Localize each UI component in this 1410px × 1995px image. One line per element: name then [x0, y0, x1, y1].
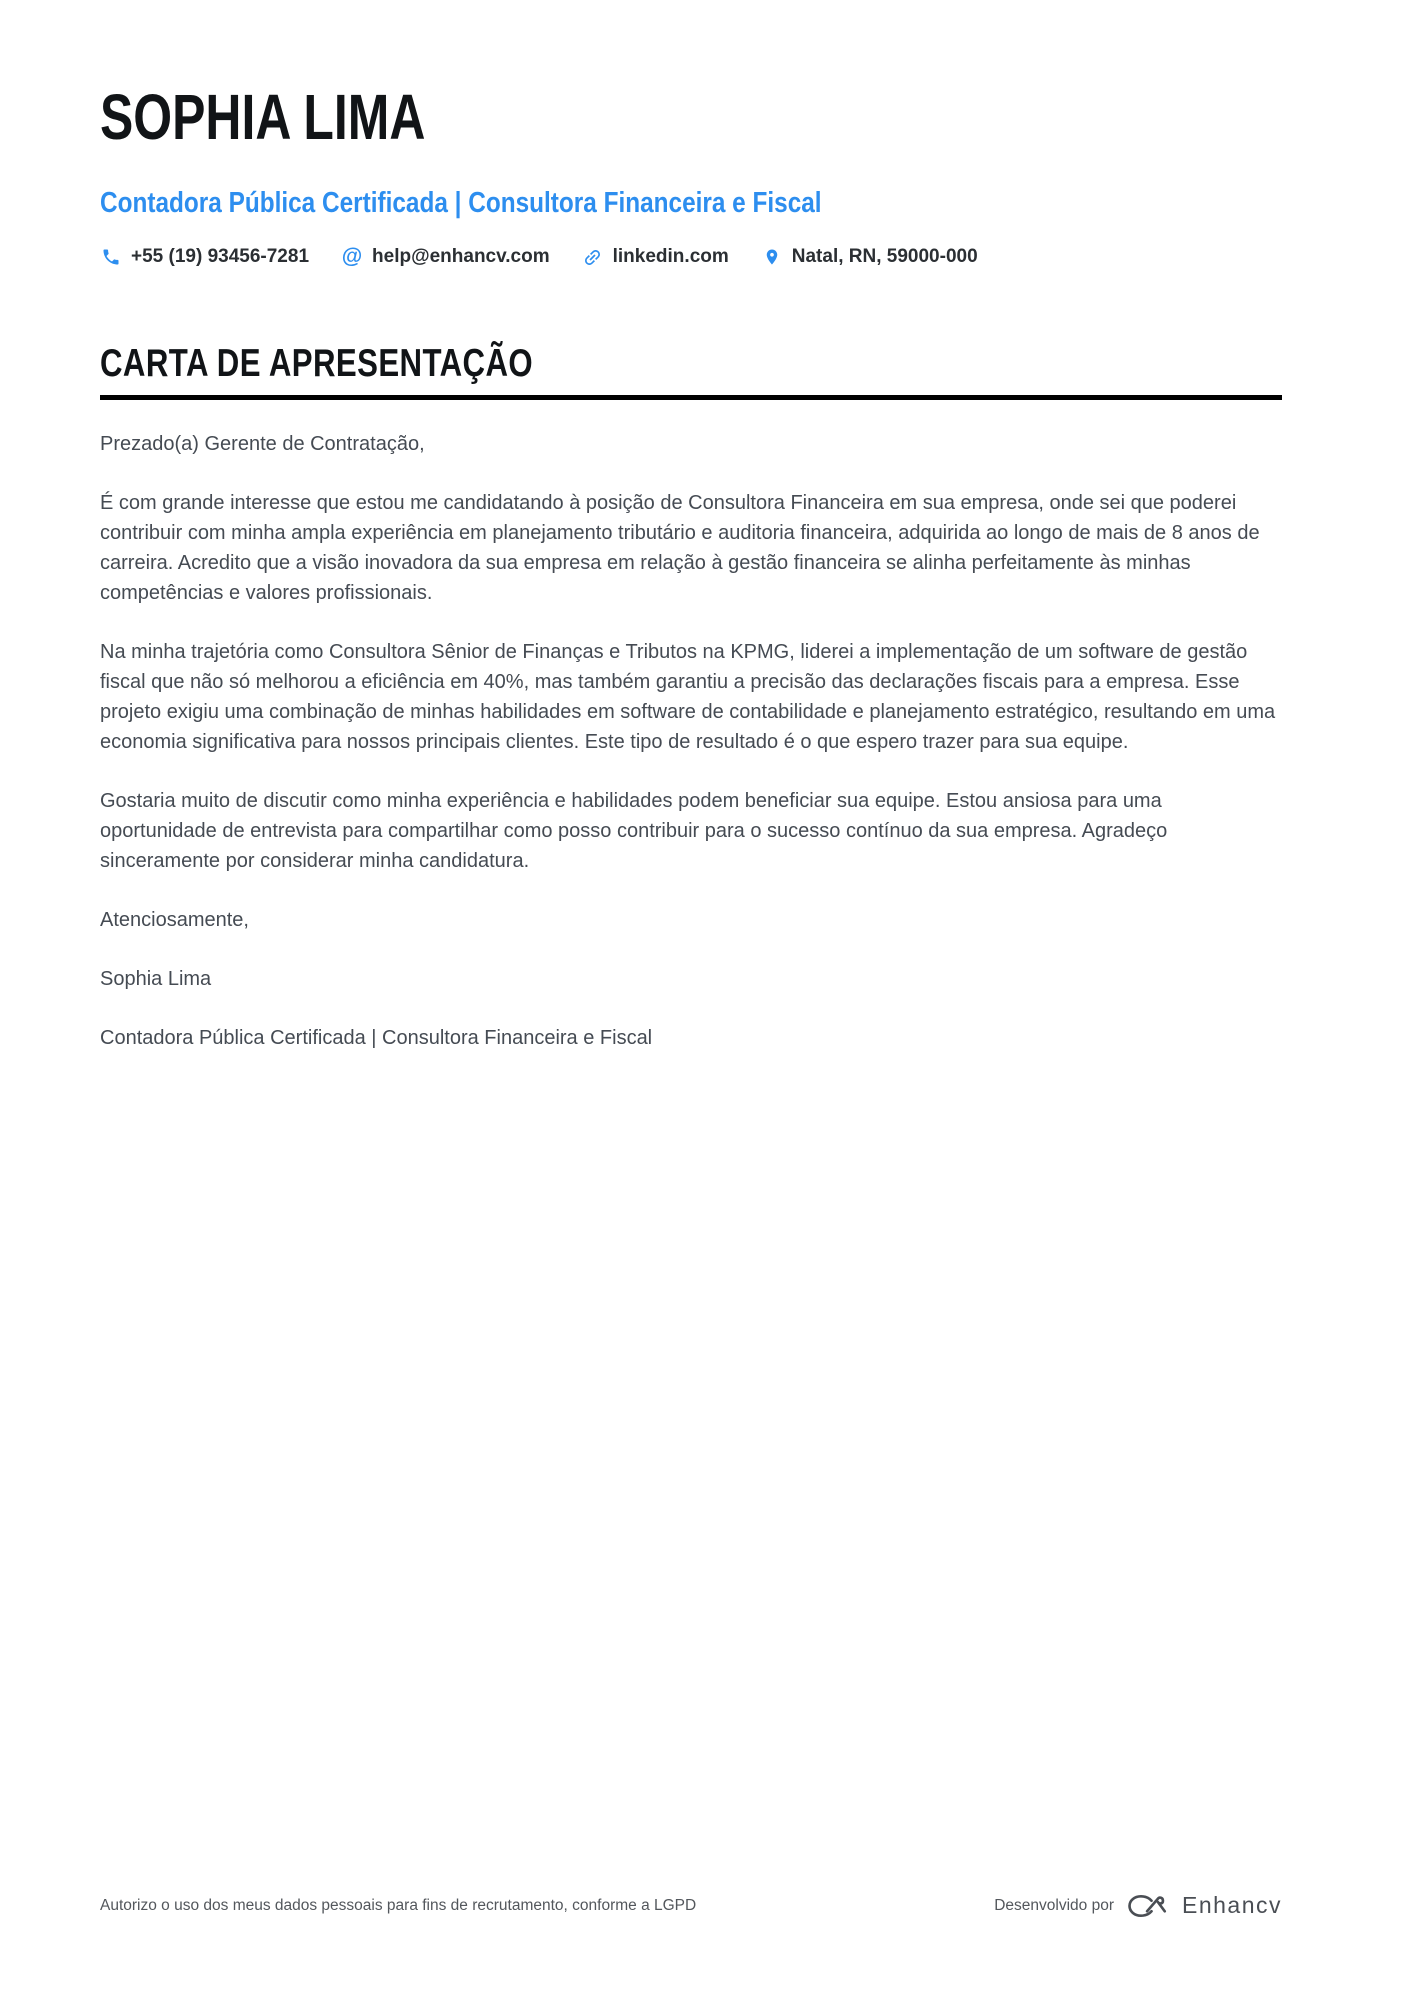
developed-by-label: Desenvolvido por [994, 1896, 1114, 1914]
letter-paragraph: Na minha trajetória como Consultora Sênior de Finanças e Tributos na KPMG, liderei a implementação de um software de gestão fiscal que não só melhorou a eficiência em 40%, mas também garantiu a precisão das declarações fiscais para a empresa. Esse projeto exigiu uma combinação de minhas habilidades em software de contabilidade e planejamento estratégico, resultando em uma economia significativa para nossos principais clientes. Este tipo de resultado é o que espero trazer para sua equipe. [100, 641, 1276, 753]
phone-icon [100, 246, 122, 268]
contact-linkedin-text: linkedin.com [612, 246, 729, 267]
section-title [100, 342, 1282, 400]
contact-email[interactable] [341, 246, 550, 268]
letter-signature-name: Sophia Lima [100, 968, 212, 990]
location-icon [761, 246, 783, 268]
letter-body [100, 429, 1282, 1053]
section-title-text: CARTA DE APRESENTAÇÃO [100, 342, 534, 385]
enhancv-logo-icon [1126, 1893, 1170, 1919]
at-icon: @ [341, 245, 363, 268]
cover-letter-section [100, 342, 1282, 1053]
letter-signature-title: Contadora Pública Certificada | Consultora Financeira e Fiscal [100, 1027, 653, 1049]
letter-paragraph: É com grande interesse que estou me candidatando à posição de Consultora Financeira em sua empresa, onde sei que poderei contribuir com minha ampla experiência em planejamento tributário e auditoria financeira, adquirida ao longo de mais de 8 anos de carreira. Acredito que a visão inovadora da sua empresa em relação à gestão financeira se alinha perfeitamente às minhas competências e valores profissionais. [100, 492, 1260, 604]
header [100, 81, 1282, 268]
letter-salutation: Prezado(a) Gerente de Contratação, [100, 433, 425, 455]
contact-location [761, 246, 978, 268]
lgpd-consent-text: Autorizo o uso dos meus dados pessoais para fins de recrutamento, conforme a LGPD [100, 1896, 697, 1914]
link-icon [582, 246, 604, 268]
enhancv-branding[interactable] [994, 1892, 1282, 1919]
contact-linkedin[interactable] [582, 246, 729, 268]
enhancv-wordmark: Enhancv [1181, 1892, 1282, 1918]
contact-phone-text: +55 (19) 93456-7281 [131, 246, 310, 267]
page-footer [100, 1892, 1282, 1919]
candidate-name: SOPHIA LIMA [100, 81, 426, 153]
contact-location-text: Natal, RN, 59000-000 [791, 246, 978, 267]
contact-email-text: help@enhancv.com [372, 246, 550, 267]
candidate-job-title: Contadora Pública Certificada | Consultora Financeira e Fiscal [100, 187, 822, 219]
contact-row [100, 246, 1282, 268]
contact-phone [100, 246, 309, 268]
letter-paragraph: Gostaria muito de discutir como minha experiência e habilidades podem beneficiar sua equipe. Estou ansiosa para uma oportunidade de entrevista para compartilhar como posso contribuir para o sucesso contínuo da sua empresa. Agradeço sinceramente por considerar minha candidatura. [100, 790, 1168, 872]
letter-closing: Atenciosamente, [100, 909, 249, 931]
